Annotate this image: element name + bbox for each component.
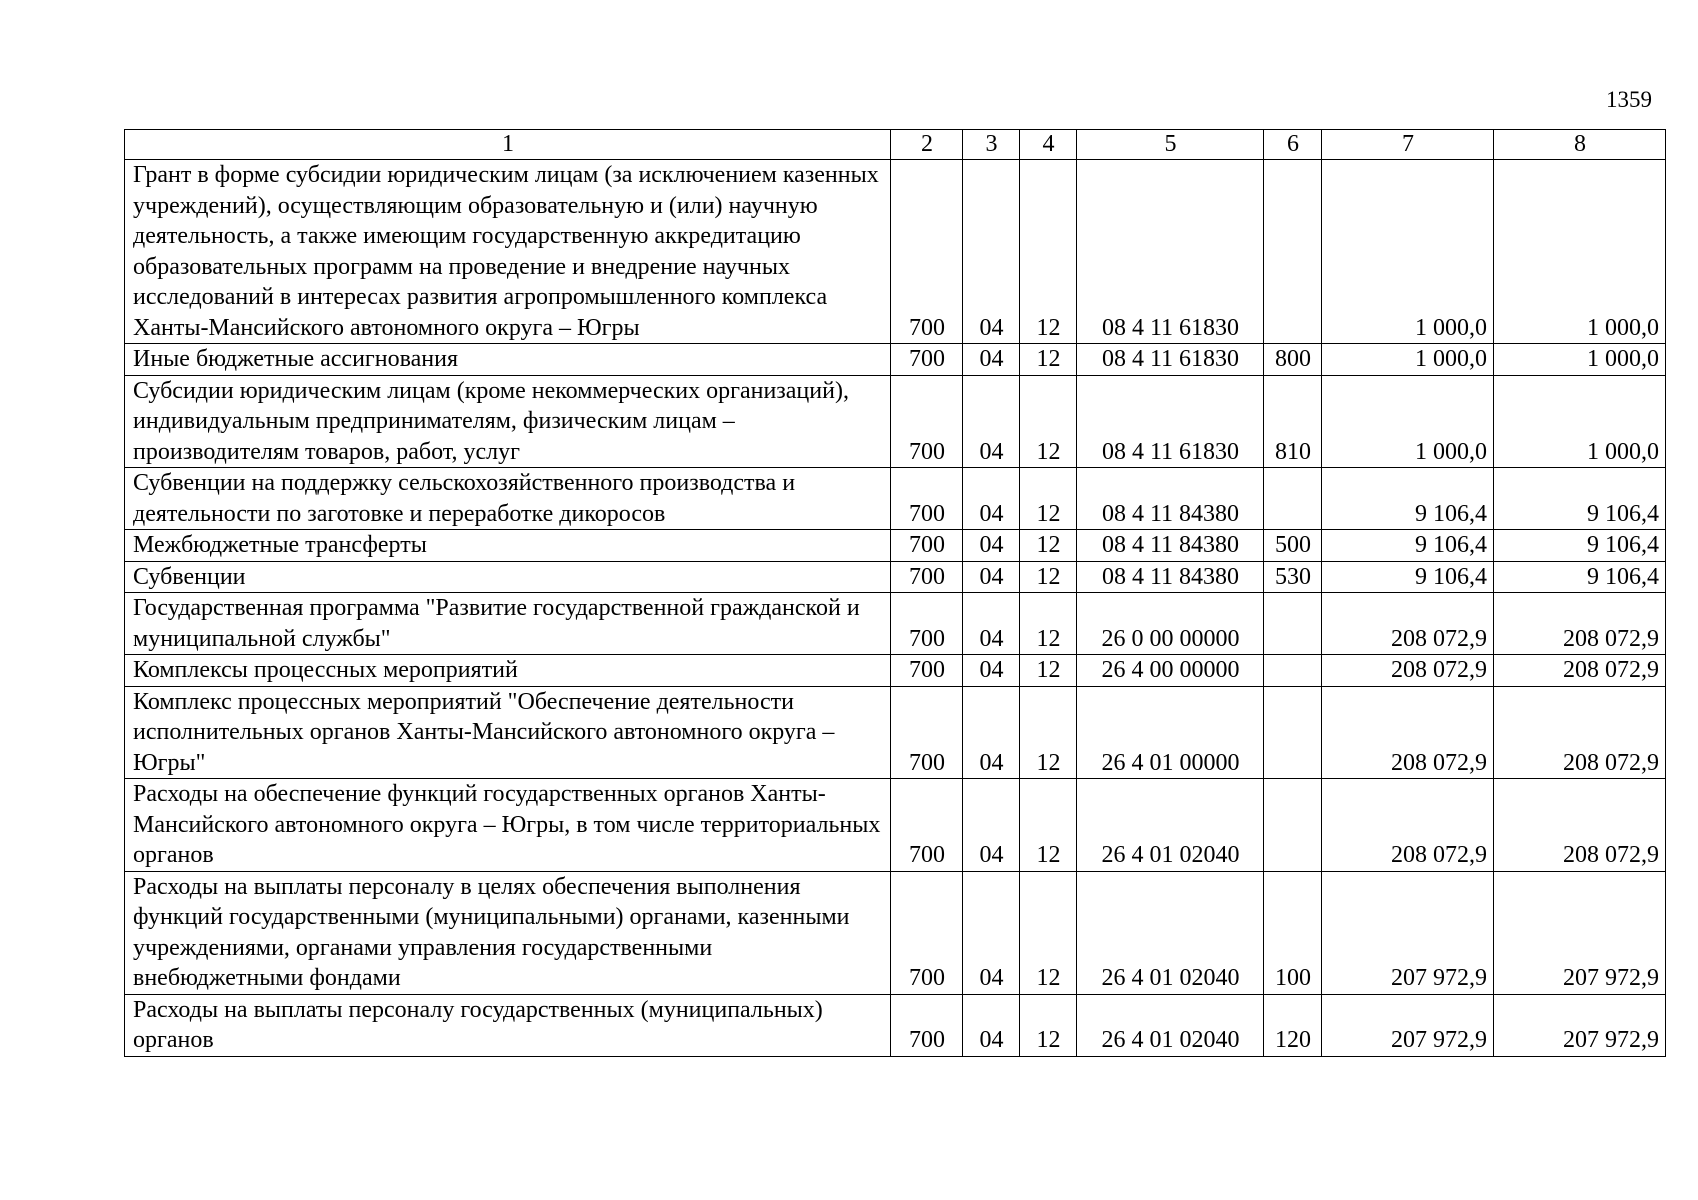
table-body bbox=[125, 130, 1666, 1057]
row-col5-cell: 08 4 11 61830 bbox=[1077, 375, 1264, 468]
row-col7-cell: 208 072,9 bbox=[1322, 593, 1494, 655]
row-col3-cell: 04 bbox=[963, 468, 1020, 530]
table-header-row bbox=[125, 130, 1666, 160]
row-col4-cell: 12 bbox=[1020, 160, 1077, 344]
row-col5-cell: 26 4 01 00000 bbox=[1077, 686, 1264, 779]
row-col8-cell: 208 072,9 bbox=[1494, 655, 1666, 687]
row-col7-cell: 207 972,9 bbox=[1322, 994, 1494, 1056]
column-header-4: 4 bbox=[1020, 130, 1077, 160]
row-col5-cell: 08 4 11 61830 bbox=[1077, 160, 1264, 344]
row-col8-cell: 9 106,4 bbox=[1494, 530, 1666, 562]
row-col8-cell: 208 072,9 bbox=[1494, 593, 1666, 655]
row-col7-cell: 1 000,0 bbox=[1322, 160, 1494, 344]
row-col2-cell: 700 bbox=[891, 160, 963, 344]
row-col5-cell: 08 4 11 84380 bbox=[1077, 468, 1264, 530]
row-col2-cell: 700 bbox=[891, 686, 963, 779]
row-col4-cell: 12 bbox=[1020, 561, 1077, 593]
row-name-cell: Межбюджетные трансферты bbox=[125, 530, 891, 562]
row-col5-cell: 26 4 00 00000 bbox=[1077, 655, 1264, 687]
row-col3-cell: 04 bbox=[963, 871, 1020, 994]
row-name-cell: Грант в форме субсидии юридическим лицам (за исключением казенных учреждений), осуществляющим образовательную и (или) научную деятельность, а также имеющим государственную аккредитацию образовательных программ на проведение и внедрение научных исследований в интересах развития агропромышленного комплекса Ханты-Мансийского автономного округа – Югры bbox=[125, 160, 891, 344]
row-col7-cell: 208 072,9 bbox=[1322, 686, 1494, 779]
row-col5-cell: 08 4 11 84380 bbox=[1077, 561, 1264, 593]
row-name-cell: Комплекс процессных мероприятий "Обеспечение деятельности исполнительных органов Ханты-Мансийского автономного округа – Югры" bbox=[125, 686, 891, 779]
row-col3-cell: 04 bbox=[963, 344, 1020, 376]
column-header-1: 1 bbox=[125, 130, 891, 160]
row-col5-cell: 26 4 01 02040 bbox=[1077, 779, 1264, 872]
row-col4-cell: 12 bbox=[1020, 468, 1077, 530]
row-col2-cell: 700 bbox=[891, 871, 963, 994]
row-col4-cell: 12 bbox=[1020, 530, 1077, 562]
row-name-cell: Расходы на выплаты персоналу государственных (муниципальных) органов bbox=[125, 994, 891, 1056]
row-col3-cell: 04 bbox=[963, 779, 1020, 872]
table-row bbox=[125, 779, 1666, 872]
row-col4-cell: 12 bbox=[1020, 593, 1077, 655]
row-name-cell: Расходы на выплаты персоналу в целях обеспечения выполнения функций государственными (муниципальными) органами, казенными учреждениями, органами управления государственными внебюджетными фондами bbox=[125, 871, 891, 994]
table-row bbox=[125, 994, 1666, 1056]
row-col8-cell: 208 072,9 bbox=[1494, 686, 1666, 779]
row-col6-cell bbox=[1264, 779, 1322, 872]
row-col3-cell: 04 bbox=[963, 530, 1020, 562]
row-col5-cell: 26 4 01 02040 bbox=[1077, 871, 1264, 994]
row-col6-cell: 810 bbox=[1264, 375, 1322, 468]
row-col2-cell: 700 bbox=[891, 468, 963, 530]
row-col7-cell: 1 000,0 bbox=[1322, 375, 1494, 468]
row-col3-cell: 04 bbox=[963, 686, 1020, 779]
row-col8-cell: 1 000,0 bbox=[1494, 160, 1666, 344]
row-col4-cell: 12 bbox=[1020, 994, 1077, 1056]
row-col4-cell: 12 bbox=[1020, 779, 1077, 872]
row-col2-cell: 700 bbox=[891, 593, 963, 655]
row-col6-cell bbox=[1264, 160, 1322, 344]
row-col5-cell: 26 4 01 02040 bbox=[1077, 994, 1264, 1056]
row-col6-cell: 530 bbox=[1264, 561, 1322, 593]
column-header-2: 2 bbox=[891, 130, 963, 160]
table-row bbox=[125, 344, 1666, 376]
row-col6-cell bbox=[1264, 468, 1322, 530]
row-col7-cell: 208 072,9 bbox=[1322, 779, 1494, 872]
row-col8-cell: 208 072,9 bbox=[1494, 779, 1666, 872]
column-header-6: 6 bbox=[1264, 130, 1322, 160]
table-row bbox=[125, 655, 1666, 687]
row-col4-cell: 12 bbox=[1020, 344, 1077, 376]
row-col8-cell: 9 106,4 bbox=[1494, 468, 1666, 530]
row-col6-cell bbox=[1264, 655, 1322, 687]
row-col2-cell: 700 bbox=[891, 655, 963, 687]
column-header-5: 5 bbox=[1077, 130, 1264, 160]
row-col6-cell bbox=[1264, 686, 1322, 779]
row-col8-cell: 207 972,9 bbox=[1494, 871, 1666, 994]
row-col3-cell: 04 bbox=[963, 160, 1020, 344]
budget-table bbox=[124, 129, 1666, 1057]
row-col7-cell: 207 972,9 bbox=[1322, 871, 1494, 994]
row-col7-cell: 9 106,4 bbox=[1322, 468, 1494, 530]
table-row bbox=[125, 593, 1666, 655]
row-col4-cell: 12 bbox=[1020, 871, 1077, 994]
row-col7-cell: 208 072,9 bbox=[1322, 655, 1494, 687]
row-col2-cell: 700 bbox=[891, 779, 963, 872]
row-name-cell: Субсидии юридическим лицам (кроме некоммерческих организаций), индивидуальным предпринимателям, физическим лицам – производителям товаров, работ, услуг bbox=[125, 375, 891, 468]
row-name-cell: Расходы на обеспечение функций государственных органов Ханты-Мансийского автономного округа – Югры, в том числе территориальных органов bbox=[125, 779, 891, 872]
row-col7-cell: 9 106,4 bbox=[1322, 530, 1494, 562]
row-col8-cell: 9 106,4 bbox=[1494, 561, 1666, 593]
row-name-cell: Иные бюджетные ассигнования bbox=[125, 344, 891, 376]
row-col2-cell: 700 bbox=[891, 994, 963, 1056]
row-name-cell: Государственная программа "Развитие государственной гражданской и муниципальной службы" bbox=[125, 593, 891, 655]
table-row bbox=[125, 160, 1666, 344]
table-row bbox=[125, 871, 1666, 994]
row-name-cell: Комплексы процессных мероприятий bbox=[125, 655, 891, 687]
row-col3-cell: 04 bbox=[963, 375, 1020, 468]
table-row bbox=[125, 561, 1666, 593]
row-col6-cell: 800 bbox=[1264, 344, 1322, 376]
column-header-7: 7 bbox=[1322, 130, 1494, 160]
row-name-cell: Субвенции на поддержку сельскохозяйственного производства и деятельности по заготовке и переработке дикоросов bbox=[125, 468, 891, 530]
row-col4-cell: 12 bbox=[1020, 655, 1077, 687]
row-col2-cell: 700 bbox=[891, 344, 963, 376]
row-col5-cell: 26 0 00 00000 bbox=[1077, 593, 1264, 655]
row-col8-cell: 1 000,0 bbox=[1494, 344, 1666, 376]
column-header-3: 3 bbox=[963, 130, 1020, 160]
row-col6-cell: 100 bbox=[1264, 871, 1322, 994]
row-col4-cell: 12 bbox=[1020, 686, 1077, 779]
row-col6-cell: 500 bbox=[1264, 530, 1322, 562]
row-col3-cell: 04 bbox=[963, 994, 1020, 1056]
row-col5-cell: 08 4 11 61830 bbox=[1077, 344, 1264, 376]
row-col4-cell: 12 bbox=[1020, 375, 1077, 468]
row-col2-cell: 700 bbox=[891, 561, 963, 593]
table-row bbox=[125, 375, 1666, 468]
row-col2-cell: 700 bbox=[891, 530, 963, 562]
row-col7-cell: 9 106,4 bbox=[1322, 561, 1494, 593]
row-col8-cell: 207 972,9 bbox=[1494, 994, 1666, 1056]
page-number: 1359 bbox=[1606, 87, 1652, 112]
row-name-cell: Субвенции bbox=[125, 561, 891, 593]
row-col3-cell: 04 bbox=[963, 593, 1020, 655]
row-col7-cell: 1 000,0 bbox=[1322, 344, 1494, 376]
row-col3-cell: 04 bbox=[963, 561, 1020, 593]
row-col3-cell: 04 bbox=[963, 655, 1020, 687]
column-header-8: 8 bbox=[1494, 130, 1666, 160]
row-col2-cell: 700 bbox=[891, 375, 963, 468]
table-row bbox=[125, 468, 1666, 530]
row-col5-cell: 08 4 11 84380 bbox=[1077, 530, 1264, 562]
row-col6-cell: 120 bbox=[1264, 994, 1322, 1056]
row-col6-cell bbox=[1264, 593, 1322, 655]
table-row bbox=[125, 530, 1666, 562]
table-row bbox=[125, 686, 1666, 779]
row-col8-cell: 1 000,0 bbox=[1494, 375, 1666, 468]
